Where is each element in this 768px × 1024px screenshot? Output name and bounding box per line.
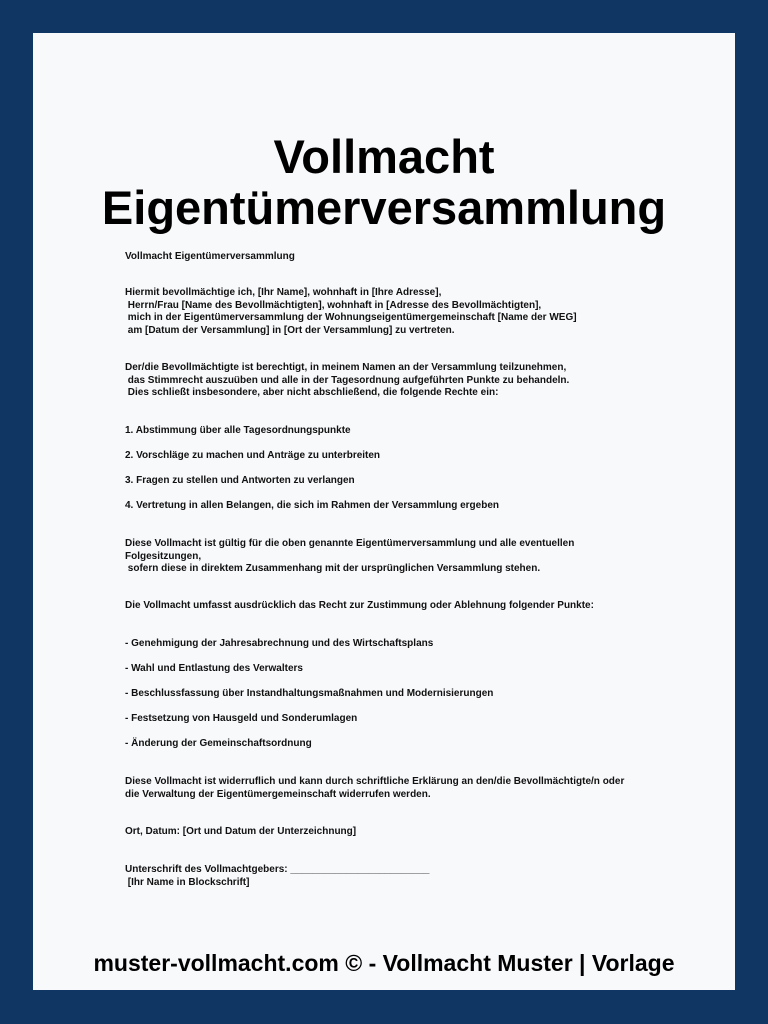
rights-intro-line-3: Dies schließt insbesondere, aber nicht abschließend, die folgende Rechte ein: bbox=[125, 387, 499, 398]
validity-line-1: Diese Vollmacht ist gültig für die oben genannte Eigentümerversammlung und alle eventuellen bbox=[125, 538, 575, 549]
rights-item-1: 1. Abstimmung über alle Tagesordnungspunkte bbox=[125, 425, 351, 436]
rights-item-2: 2. Vorschläge zu machen und Anträge zu unterbreiten bbox=[125, 450, 381, 461]
rights-item-4: 4. Vertretung in allen Belangen, die sich im Rahmen der Versammlung ergeben bbox=[125, 500, 499, 511]
intro-line-3: mich in der Eigentümerversammlung der Wohnungseigentümergemeinschaft [Name der WEG] bbox=[125, 312, 577, 323]
scope-item-2: - Wahl und Entlastung des Verwalters bbox=[125, 663, 303, 674]
rights-item-3: 3. Fragen zu stellen und Antworten zu verlangen bbox=[125, 475, 355, 486]
validity-line-3: sofern diese in direktem Zusammenhang mit der ursprünglichen Versammlung stehen. bbox=[125, 563, 541, 574]
signature-name: [Ihr Name in Blockschrift] bbox=[125, 876, 250, 888]
intro-line-2: Herrn/Frau [Name des Bevollmächtigten], wohnhaft in [Adresse des Bevollmächtigten], bbox=[125, 299, 542, 311]
footer-credit: muster-vollmacht.com © - Vollmacht Muster | Vorlage bbox=[93, 950, 675, 976]
signature-line: Unterschrift des Vollmachtgebers: _________________________ bbox=[125, 864, 430, 875]
page-title-line-2: Eigentümerversammlung bbox=[101, 181, 667, 234]
intro-line-1: Hiermit bevollmächtige ich, [Ihr Name], wohnhaft in [Ihre Adresse], bbox=[125, 287, 442, 298]
rights-intro-line-1: Der/die Bevollmächtigte ist berechtigt, in meinem Namen an der Versammlung teilzunehmen, bbox=[125, 362, 567, 373]
revocation-line-1: Diese Vollmacht ist widerruflich und kann durch schriftliche Erklärung an den/die Bevollmächtigte/n oder bbox=[125, 776, 625, 787]
rights-intro-line-2: das Stimmrecht auszuüben und alle in der Tagesordnung aufgeführten Punkte zu behandeln. bbox=[125, 374, 570, 386]
scope-item-5: - Änderung der Gemeinschaftsordnung bbox=[125, 738, 312, 749]
validity-line-2: Folgesitzungen, bbox=[125, 550, 202, 562]
document-heading: Vollmacht Eigentümerversammlung bbox=[125, 251, 295, 262]
place-date-field: Ort, Datum: [Ort und Datum der Unterzeichnung] bbox=[125, 826, 357, 837]
document-page bbox=[33, 33, 735, 990]
intro-line-4: am [Datum der Versammlung] in [Ort der Versammlung] zu vertreten. bbox=[125, 324, 455, 336]
revocation-line-2: die Verwaltung der Eigentümergemeinschaft widerrufen werden. bbox=[125, 788, 431, 800]
page-title bbox=[33, 131, 735, 233]
scope-intro: Die Vollmacht umfasst ausdrücklich das Recht zur Zustimmung oder Ablehnung folgender Punkte: bbox=[125, 600, 594, 611]
scope-item-1: - Genehmigung der Jahresabrechnung und des Wirtschaftsplans bbox=[125, 638, 434, 649]
page-title-line-1: Vollmacht bbox=[273, 130, 495, 183]
scope-item-4: - Festsetzung von Hausgeld und Sonderumlagen bbox=[125, 713, 358, 724]
scope-item-3: - Beschlussfassung über Instandhaltungsmaßnahmen und Modernisierungen bbox=[125, 688, 494, 699]
